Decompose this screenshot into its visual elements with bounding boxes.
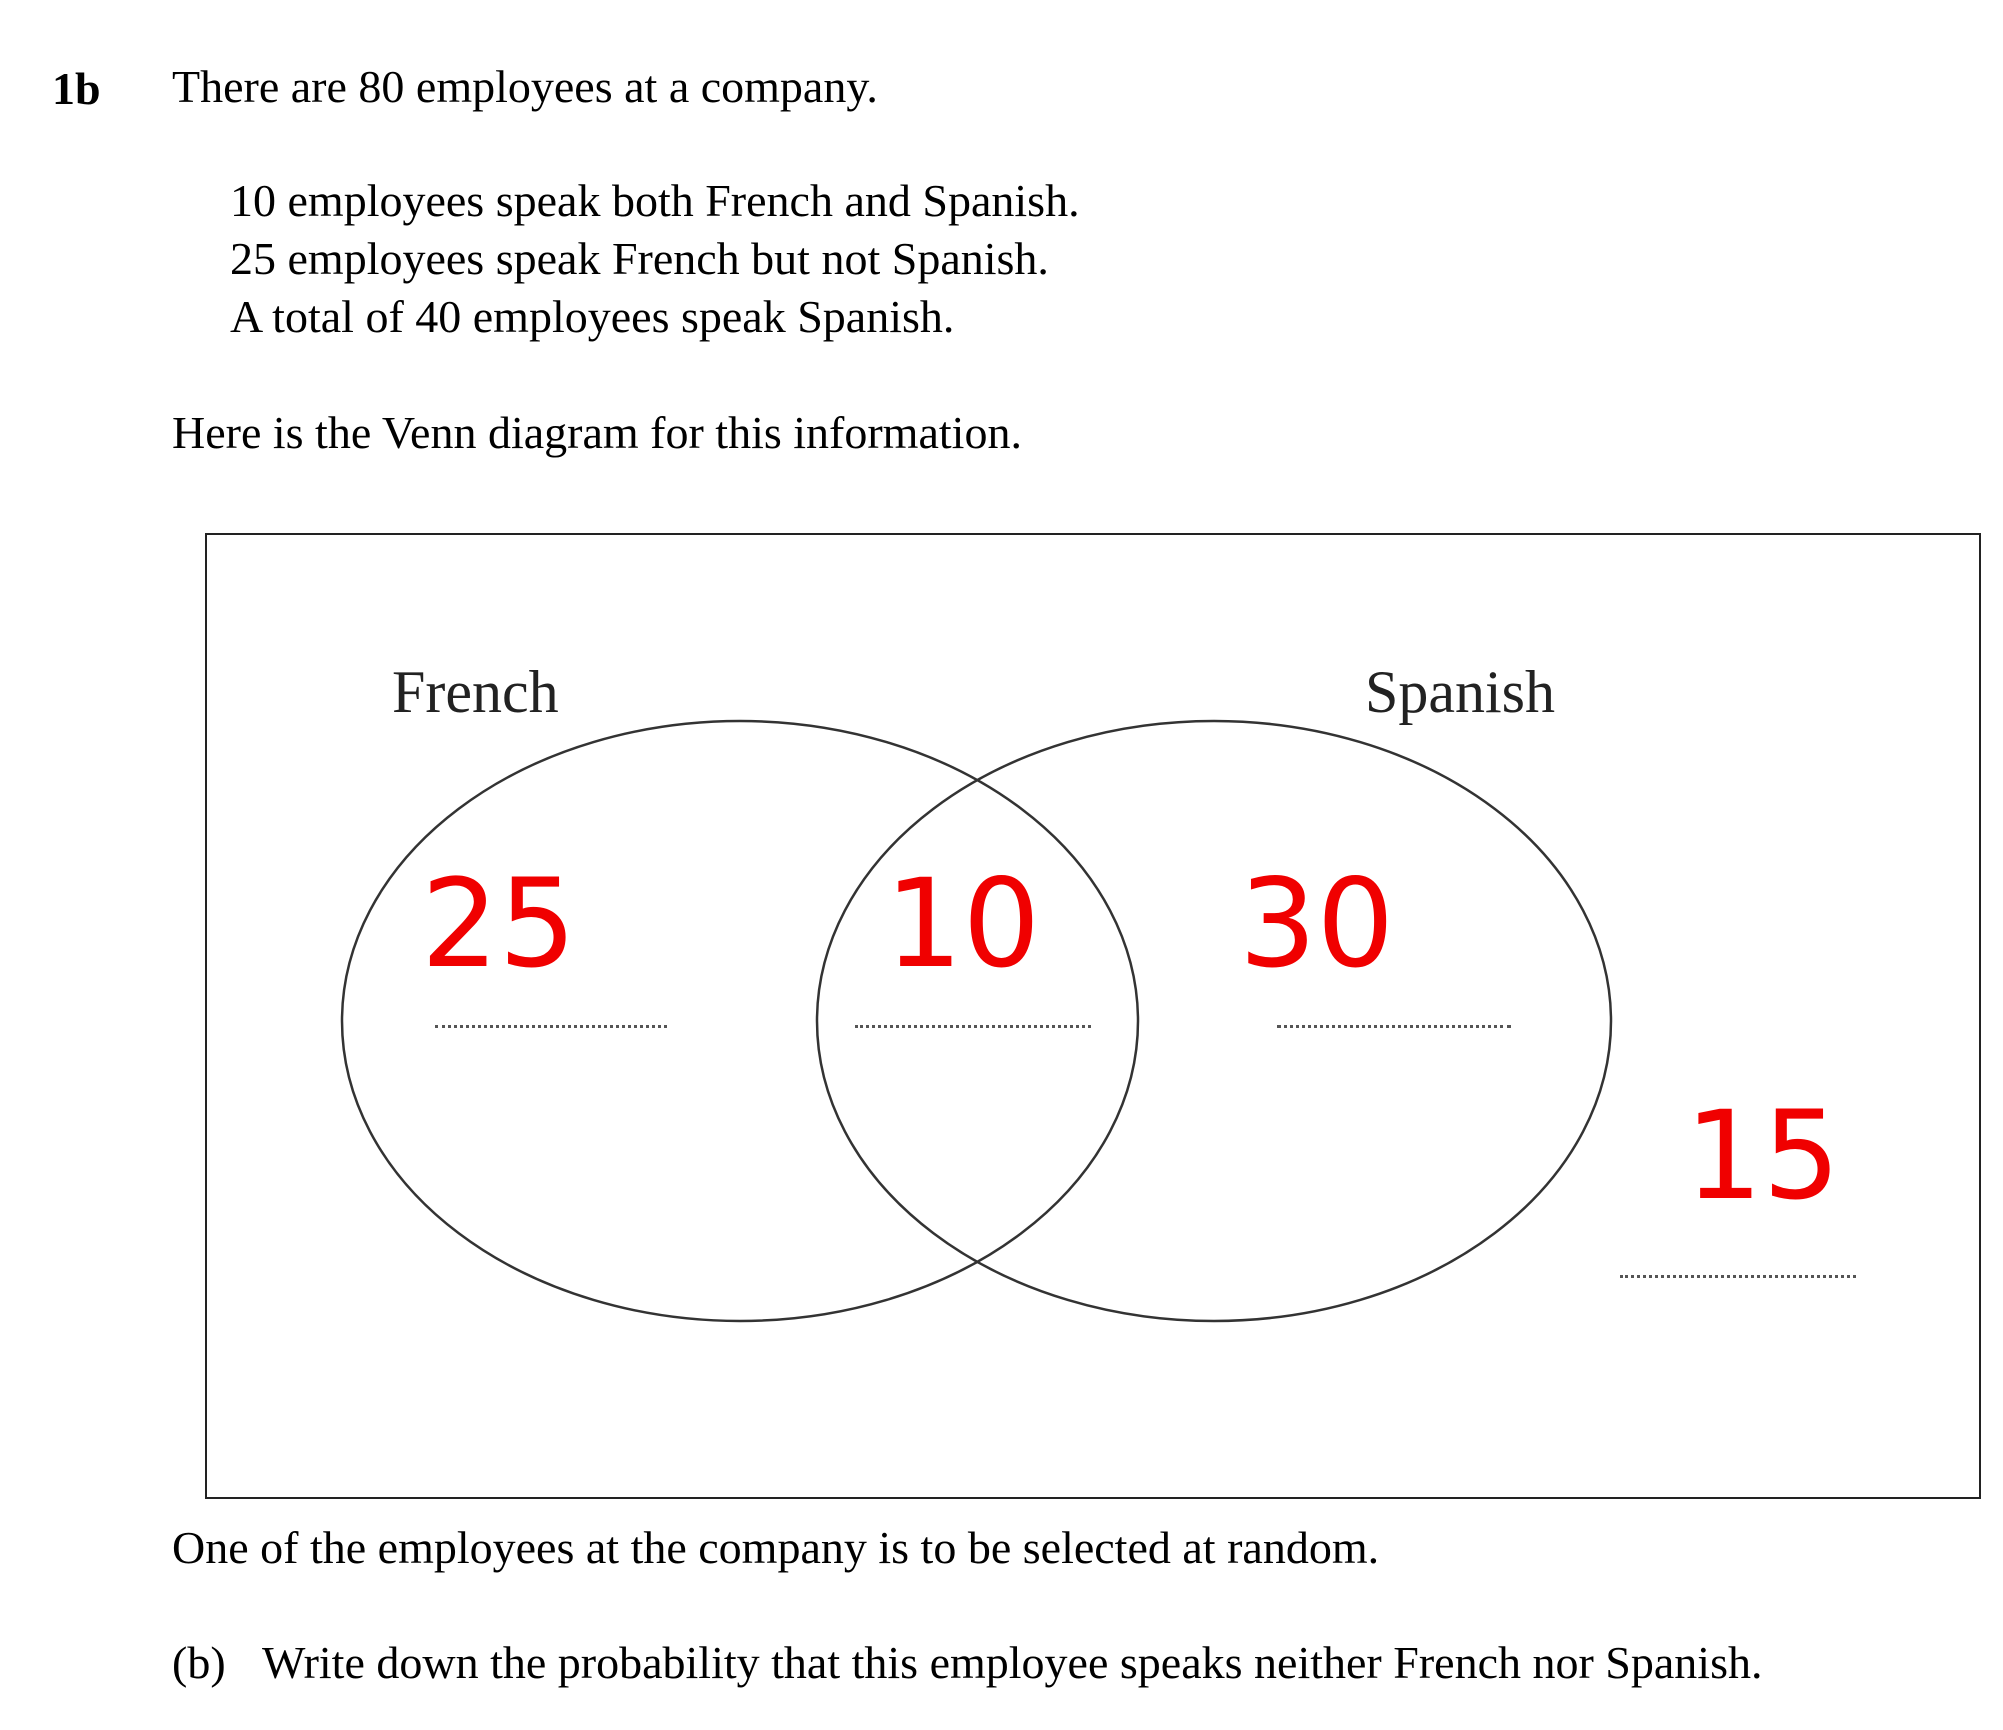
question-number: 1b — [52, 63, 101, 114]
set-label-spanish: Spanish — [1365, 659, 1556, 725]
set-label-french: French — [392, 659, 559, 725]
region-neither-value: 15 — [1685, 1085, 1841, 1227]
venn-intro-text: Here is the Venn diagram for this information. — [172, 407, 1022, 458]
answer-line-neither[interactable] — [1620, 1275, 1856, 1278]
region-both-value: 10 — [885, 853, 1041, 995]
spanish-circle — [817, 721, 1611, 1321]
fact-spanish-total: A total of 40 employees speak Spanish. — [230, 291, 955, 342]
answer-line-french-only[interactable] — [435, 1025, 667, 1028]
answer-line-both[interactable] — [855, 1025, 1091, 1028]
region-french-only-value: 25 — [421, 853, 577, 995]
venn-diagram — [205, 533, 1981, 1499]
fact-french-only: 25 employees speak French but not Spanish. — [230, 233, 1049, 284]
question-intro: There are 80 employees at a company. — [172, 61, 878, 112]
part-b-label: (b) — [172, 1637, 226, 1688]
selection-statement: One of the employees at the company is to be selected at random. — [172, 1522, 1380, 1573]
french-circle — [342, 721, 1138, 1321]
answer-line-spanish-only[interactable] — [1277, 1025, 1511, 1028]
region-spanish-only-value: 30 — [1239, 853, 1395, 995]
part-b-question: Write down the probability that this employee speaks neither French nor Spanish. — [262, 1637, 1763, 1688]
fact-both: 10 employees speak both French and Spanish. — [230, 175, 1080, 226]
